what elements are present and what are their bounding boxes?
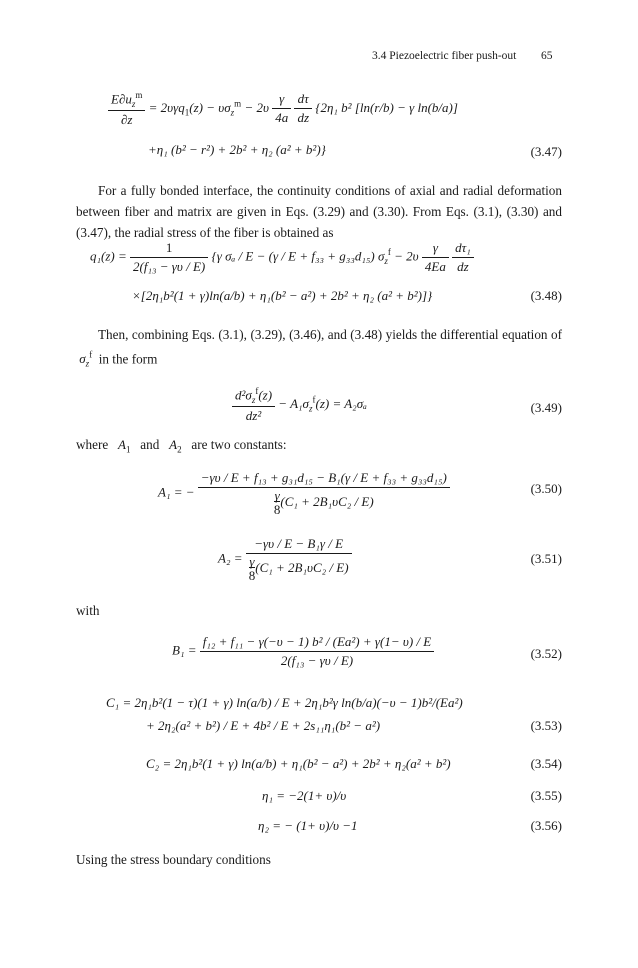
equation-number: (3.56) xyxy=(530,818,562,833)
equation-number: (3.54) xyxy=(530,756,562,771)
equation-3-50: A₁ = − −γυ / E + f₁₃ + g₃₁d₁₅ − B₁(γ / E + f₃₃ + g₃₃d₁₅) γ 8(C₁ + 2B₁υC₂ / E) xyxy=(158,470,450,517)
equation-number: (3.55) xyxy=(530,788,562,803)
paragraph: Using the stress boundary conditions xyxy=(76,852,271,867)
fraction: $\frac{E\partial u_z^m}{\partial z}$ xyxy=(108,90,145,128)
equation-3-52: B₁ = $\frac{\text{f₁₂ + f₁₁ − γ(−υ − 1) b² / (Ea²) + γ(1− υ) / E}}{\text{2(f₁₃ − γυ / E)}}$ xyxy=(172,634,434,669)
equation-3-55: η₁ = −2(1+ υ)/υ xyxy=(262,788,347,803)
paragraph: where $A_1$ and $A_2$ are two constants: xyxy=(76,437,287,455)
equation-number: (3.50) xyxy=(530,481,562,496)
equation-3-48-line2: ×[2η₁b²(1 + γ)ln(a/b) + η₁(b² − a²) + 2b² + η₂ (a² + b²)]} xyxy=(132,288,433,303)
fraction: −γυ / E − B₁γ / E γ 8(C₁ + 2B₁υC₂ / E) xyxy=(246,536,352,583)
equation-3-51: A₂ = −γυ / E − B₁γ / E γ 8(C₁ + 2B₁υC₂ / E) xyxy=(218,536,352,583)
fraction: $\frac{\gamma}{4a}$ xyxy=(272,91,291,126)
fraction: $\frac{1}{\text{2(f₁₃ − γυ / E)}}$ xyxy=(130,240,208,275)
paragraph: Then, combining Eqs. (3.1), (3.29), (3.46), and (3.48) yields the differential equation of $\sigma_z^f$ in the form xyxy=(76,327,562,369)
equation-3-47-line2: +η₁ (b² − r²) + 2b² + η₂ (a² + b²)} xyxy=(148,142,326,157)
equation-number: (3.53) xyxy=(530,718,562,733)
equation-3-53-line2: + 2η₂(a² + b²) / E + 4b² / E + 2s₁₁η₁(b² − a²) xyxy=(146,718,381,733)
fraction: $\frac{\text{f₁₂ + f₁₁ − γ(−υ − 1) b² / (Ea²) + γ(1− υ) / E}}{\text{2(f₁₃ − γυ / E)}}$ xyxy=(200,634,435,669)
equation-number: (3.48) xyxy=(530,288,562,303)
fraction: $\frac{d\tau}{dz}$ xyxy=(294,91,312,126)
equation-3-54: C₂ = 2η₁b²(1 + γ) ln(a/b) + η₁(b² − a²) + 2b² + η₂(a² + b²) xyxy=(146,756,451,771)
equation-number: (3.47) xyxy=(530,144,562,159)
fraction: $\frac{\gamma}{4Ea}$ xyxy=(422,240,449,275)
equation-3-48-line1: q₁(z) = $\frac{1}{\text{2(f₁₃ − γυ / E)}}$ {γ σₐ / E − (γ / E + f₃₃ + g₃₃d₁₅) $\sigma_z^f - 2\upsilon$ $\frac{\gamma}{4Ea}$ $\frac{\text{dτ₁}}{dz}$ xyxy=(90,240,474,275)
equation-3-47-line1: $\frac{E\partial u_z^m}{\partial z}$ = $2\upsilon\gamma q_1(z) - \upsilon\sigma_z^m - 2\upsilon$ $\frac{\gamma}{4a}$ $\frac{d\tau}{dz}$ {2η₁ b² [ln(r/b) − γ ln(b/a)] xyxy=(108,90,458,128)
equation-number: (3.52) xyxy=(530,646,562,661)
paragraph: with xyxy=(76,603,100,618)
running-header-section: 3.4 Piezoelectric fiber push-out xyxy=(372,50,517,62)
paragraph: For a fully bonded interface, the continuity conditions of axial and radial deformation between fiber and matrix are given in Eqs. (3.29) and (3.30). From Eqs. (3.1), (3.30) and (3.47), the radial stress of the fiber is obtained as xyxy=(76,183,562,240)
fraction: $\frac{d^2\sigma_z^f(z)}{\text{dz²}}$ xyxy=(232,386,275,424)
equation-3-53-line1: C₁ = 2η₁b²(1 − τ)(1 + γ) ln(a/b) / E + 2η₁b²γ ln(b/a)(−υ − 1)b²/(Ea²) xyxy=(106,695,463,710)
equation-3-56: η₂ = − (1+ υ)/υ −1 xyxy=(258,818,358,833)
fraction: $\frac{\text{dτ₁}}{dz}$ xyxy=(452,240,474,275)
fraction: −γυ / E + f₁₃ + g₃₁d₁₅ − B₁(γ / E + f₃₃ + g₃₃d₁₅) γ 8(C₁ + 2B₁υC₂ / E) xyxy=(198,470,450,517)
page-number: 65 xyxy=(541,50,553,62)
equation-number: (3.49) xyxy=(530,400,562,415)
equation-number: (3.51) xyxy=(530,551,562,566)
equation-3-49: $\frac{d^2\sigma_z^f(z)}{\text{dz²}}$ − $A_1\sigma_z^f(z) = A_2\sigma_a$ xyxy=(232,386,367,424)
